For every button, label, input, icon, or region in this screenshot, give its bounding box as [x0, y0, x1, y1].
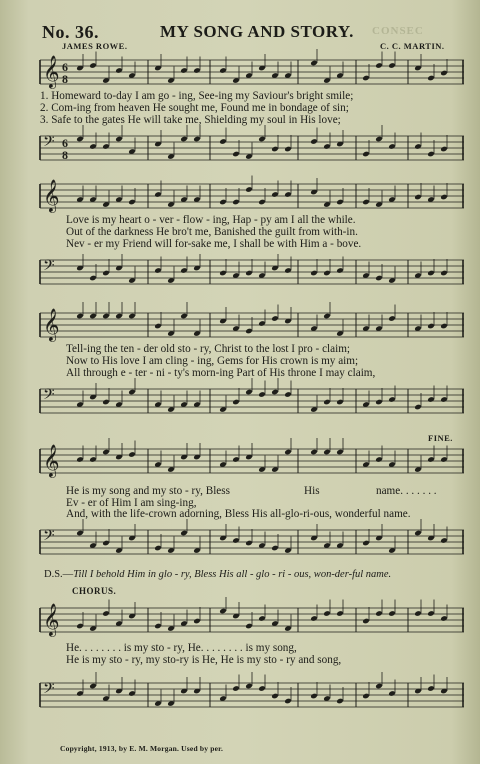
bass-clef-icon: 𝄢 — [43, 386, 55, 407]
bass-clef-icon: 𝄢 — [43, 527, 55, 548]
staff-drawing — [40, 680, 464, 710]
lyric-verse-3: 3. Safe to the gates He will take me, Shielding my soul in His love; — [40, 113, 341, 126]
staff-treble-1 — [40, 57, 464, 87]
lyric-verse-3: Nev - er my Friend will for-sake me, I shall be with Him a - bove. — [66, 237, 362, 250]
lyric-refrain-1b: His — [304, 485, 320, 497]
lyric-verse-1: 1. Homeward to-day I am go - ing, See-ing my Saviour's bright smile; — [40, 90, 354, 102]
lyrics-system-3 — [66, 344, 480, 379]
fine-marking: FINE. — [428, 433, 453, 443]
staff-drawing — [40, 133, 464, 163]
time-signature: 8 — [62, 148, 68, 162]
staff-treble-2 — [40, 181, 464, 211]
staff-drawing — [40, 181, 464, 211]
staff-bass-5 — [40, 680, 464, 710]
lyric-verse-2: Now to His love I am cling - ing, Gems for His crown is my aim; — [66, 354, 359, 367]
lyrics-system-1 — [40, 91, 466, 126]
lyric-verse-1: Tell-ing the ten - der old sto - ry, Christ to the lost I pro - claim; — [66, 343, 351, 355]
bass-clef-icon: 𝄢 — [43, 133, 55, 154]
composer-credit: C. C. MARTIN. — [380, 41, 445, 51]
staff-drawing — [40, 57, 464, 87]
staff-bass-2 — [40, 257, 464, 287]
time-signature: 6 — [62, 60, 68, 74]
staff-drawing — [40, 605, 464, 635]
treble-clef-icon: 𝄞 — [43, 444, 60, 477]
time-signature: 6 — [62, 136, 68, 150]
staff-drawing — [40, 386, 464, 416]
chorus-lyric-2: He is my sto - ry, my sto-ry is He, He is my sto - ry and song, — [66, 654, 342, 666]
bass-clef-icon: 𝄢 — [43, 257, 55, 278]
treble-clef-icon: 𝄞 — [43, 308, 60, 341]
staff-drawing — [40, 310, 464, 340]
lyric-verse-1: Love is my heart o - ver - flow - ing, Hap - py am I all the while. — [66, 214, 356, 226]
lyric-verse-2: Out of the darkness He bro't me, Banished the guilt from with-in. — [66, 225, 358, 238]
copyright-notice: Copyright, 1913, by E. M. Morgan. Used by per. — [60, 744, 224, 753]
staff-drawing — [40, 527, 464, 557]
author-credit: JAMES ROWE. — [62, 41, 128, 51]
lyric-refrain-2: Ev - er of Him I am sing-ing, — [66, 497, 197, 509]
ds-prefix: D.S.— — [44, 569, 74, 580]
staff-bass-3 — [40, 386, 464, 416]
staff-drawing — [40, 257, 464, 287]
staff-bass-4 — [40, 527, 464, 557]
lyric-verse-3: All through e - ter - ni - ty's morn-ing Part of His throne I may claim, — [66, 366, 376, 379]
hymn-number: No. 36. — [42, 22, 99, 42]
staff-treble-3 — [40, 310, 464, 340]
treble-clef-icon: 𝄞 — [43, 179, 60, 212]
staff-drawing — [40, 446, 464, 476]
staff-treble-5 — [40, 605, 464, 635]
ds-text: Till I behold Him in glo - ry, Bless His all - glo - ri - ous, won-der-ful name. — [73, 569, 392, 580]
treble-clef-icon: 𝄞 — [43, 55, 60, 88]
hymn-title: MY SONG AND STORY. — [160, 22, 354, 41]
dal-segno-line — [44, 569, 391, 580]
treble-clef-icon: 𝄞 — [43, 603, 60, 636]
staff-treble-4 — [40, 446, 464, 476]
lyric-verse-2: 2. Com-ing from heaven He sought me, Found me in bondage of sin; — [40, 101, 349, 114]
lyrics-system-2 — [66, 215, 480, 250]
chorus-lyric-1: He. . . . . . . . is my sto - ry, He. . . . . . . . is my song, — [66, 642, 297, 654]
bass-clef-icon: 𝄢 — [43, 680, 55, 701]
chorus-label: CHORUS. — [72, 586, 117, 596]
lyric-refrain-3: And, with the life-crown adorning, Bless His all-glo-ri-ous, wonderful name. — [66, 508, 411, 520]
lyric-refrain-1a: He is my song and my sto - ry, Bless — [66, 485, 230, 497]
staff-bass-1 — [40, 133, 464, 163]
lyric-refrain-1c: name. . . . . . . — [376, 485, 437, 497]
bleed-through-text: CONSEC — [372, 25, 424, 37]
time-signature: 8 — [62, 72, 68, 86]
